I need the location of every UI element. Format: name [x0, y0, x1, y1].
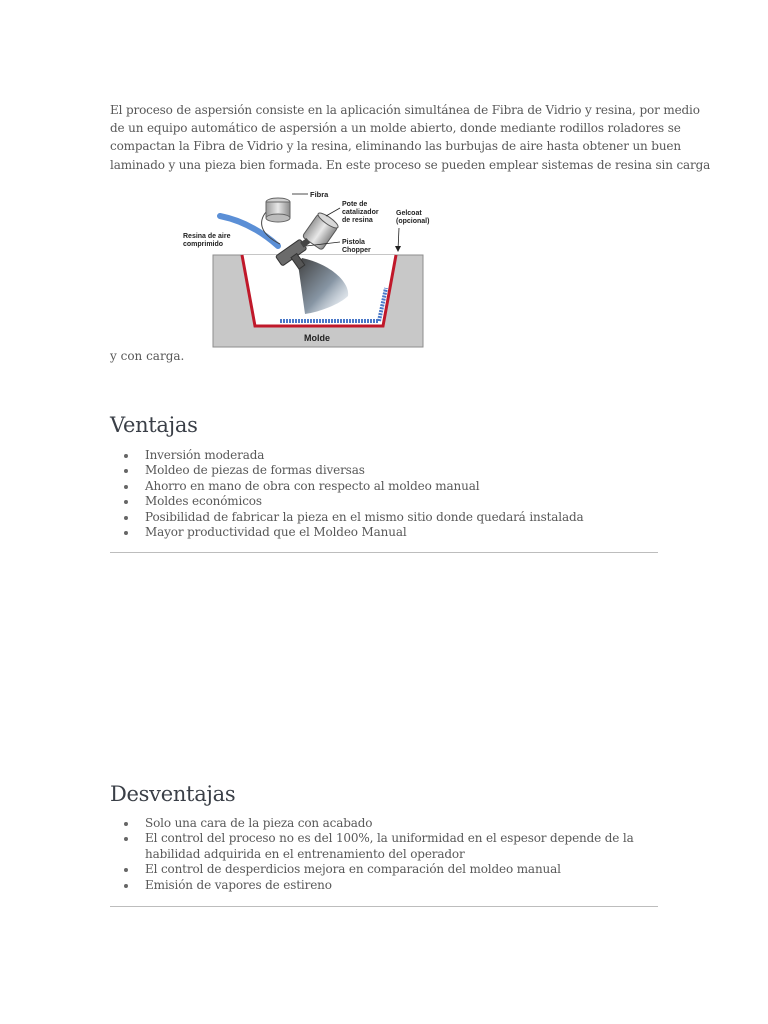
label-pistola-2: Chopper — [342, 247, 371, 254]
label-resina-1: Resina de aire — [183, 233, 231, 240]
list-item: Solo una cara de la pieza con acabado — [110, 816, 666, 831]
list-item: El control de desperdicios mejora en comparación del moldeo manual — [110, 862, 666, 877]
list-item: Mayor productividad que el Moldeo Manual — [110, 525, 666, 540]
label-gelcoat-1: Gelcoat — [396, 210, 422, 217]
label-fibra: Fibra — [310, 190, 329, 199]
label-molde: Molde — [304, 333, 330, 343]
desventajas-heading: Desventajas — [110, 782, 236, 806]
leader-pote — [326, 208, 340, 216]
list-item: Ahorro en mano de obra con respecto al moldeo manual — [110, 479, 666, 494]
desventajas-list — [110, 816, 666, 893]
list-item: Emisión de vapores de estireno — [110, 878, 666, 893]
list-item: Moldeo de piezas de formas diversas — [110, 463, 666, 478]
list-item: Moldes económicos — [110, 494, 666, 509]
list-item: El control del proceso no es del 100%, la uniformidad en el espesor depende de la habilidad adquirida en el entrenamiento del operador — [110, 831, 666, 862]
section-divider — [110, 906, 658, 907]
spray-process-diagram — [180, 184, 440, 350]
spray-process-illustration — [180, 184, 440, 350]
gelcoat-arrowhead — [395, 246, 401, 252]
intro-line: compactan la Fibra de Vidrio y la resina, eliminando las burbujas de aire hasta obtener un buen — [110, 139, 681, 154]
label-pistola-1: Pistola — [342, 239, 365, 246]
list-item: Inversión moderada — [110, 448, 666, 463]
ventajas-list — [110, 448, 666, 540]
intro-line: El proceso de aspersión consiste en la aplicación simultánea de Fibra de Vidrio y resina, por medio — [110, 103, 700, 117]
intro-paragraph — [110, 101, 711, 174]
intro-continuation: y con carga. — [110, 349, 185, 363]
section-divider — [110, 552, 658, 553]
label-pote-1: Pote de — [342, 201, 368, 208]
label-pote-2: catalizador — [342, 209, 379, 216]
ventajas-heading: Ventajas — [110, 413, 198, 437]
intro-line: laminado y una pieza bien formada. En este proceso se pueden emplear sistemas de resina sin carga — [110, 157, 711, 172]
list-item: Posibilidad de fabricar la pieza en el mismo sitio donde quedará instalada — [110, 510, 666, 525]
intro-line: de un equipo automático de aspersión a un molde abierto, donde mediante rodillos roladores se — [110, 121, 681, 136]
label-gelcoat-2: (opcional) — [396, 218, 430, 225]
label-resina-2: comprimido — [183, 241, 224, 248]
fiber-spool-bottom — [266, 214, 290, 222]
label-pote-3: de resina — [342, 217, 373, 224]
